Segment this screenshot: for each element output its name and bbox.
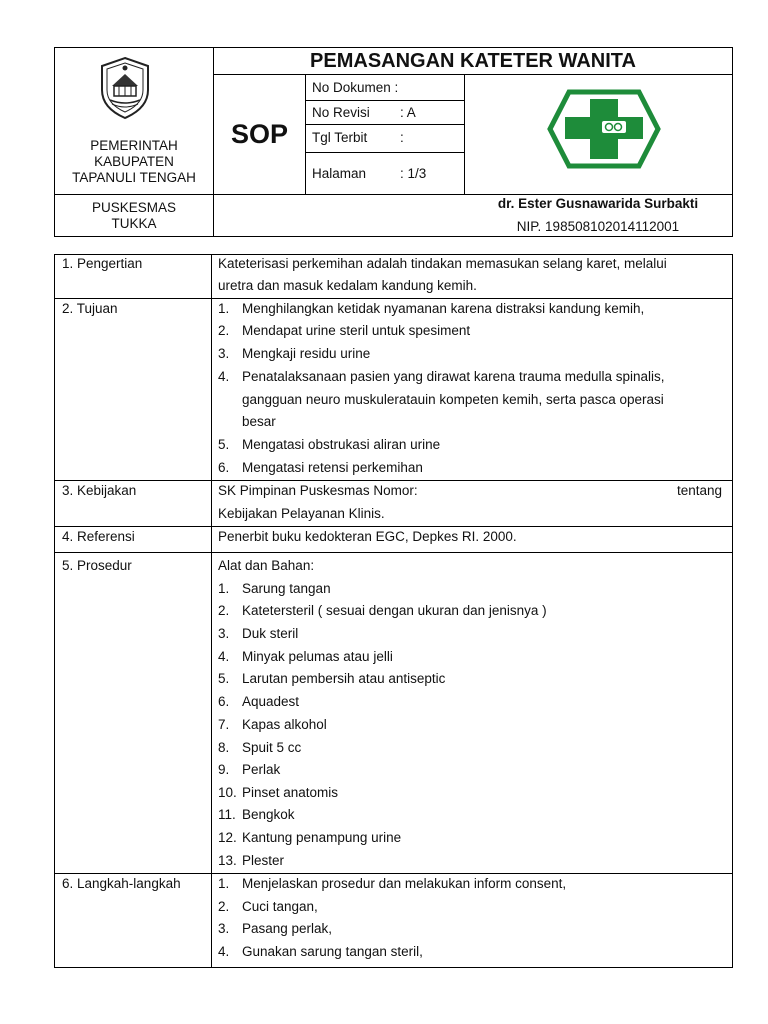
puskesmas-logo-icon (547, 89, 661, 169)
list-item: 3. Pasang perlak, (218, 921, 333, 936)
list-item: 2. Katetersteril ( sesuai dengan ukuran dan jenisnya ) (218, 603, 547, 618)
list-item: 1. Menjelaskan prosedur dan melakukan inform consent, (218, 876, 567, 891)
list-item: 10. Pinset anatomis (218, 785, 339, 800)
referensi-text: Penerbit buku kedokteran EGC, Depkes RI. 2000. (218, 529, 517, 544)
prosedur-heading: Alat dan Bahan: (218, 558, 315, 573)
unit-name: PUSKESMAS TUKKA (91, 200, 177, 231)
signer-name: dr. Ester Gusnawarida Surbakti (497, 196, 699, 211)
list-item: 4. Gunakan sarung tangan steril, (218, 944, 423, 959)
list-item: 12. Kantung penampung urine (218, 830, 402, 845)
list-item: 5. Mengatasi obstrukasi aliran urine (218, 437, 441, 452)
section-label-referensi: 4. Referensi (62, 529, 135, 544)
regency-emblem-icon (96, 56, 154, 120)
signer-nip: NIP. 198508102014112001 (516, 219, 680, 234)
section-label-pengertian: 1. Pengertian (62, 256, 143, 271)
list-item: 13. Plester (218, 853, 285, 868)
document-title: PEMASANGAN KATETER WANITA (310, 50, 636, 72)
list-item: 1. Sarung tangan (218, 581, 331, 596)
list-item: 6. Aquadest (218, 694, 300, 709)
list-item: 4. Minyak pelumas atau jelli (218, 649, 393, 664)
no-dokumen-field: No Dokumen : (312, 80, 399, 95)
list-item: 3. Duk steril (218, 626, 299, 641)
list-item: 1. Menghilangkan ketidak nyamanan karena distraksi kandung kemih, (218, 301, 645, 316)
pengertian-line1: Kateterisasi perkemihan adalah tindakan memasukan selang karet, melalui (218, 256, 667, 271)
list-item: 3. Mengkaji residu urine (218, 346, 371, 361)
sop-label: SOP (230, 119, 289, 149)
no-revisi-value: : A (400, 105, 416, 120)
no-revisi-label: No Revisi (312, 105, 370, 120)
list-item: 2. Cuci tangan, (218, 899, 318, 914)
section-label-kebijakan: 3. Kebijakan (62, 483, 137, 498)
list-item-continuation: gangguan neuro muskuleratauin kompeten kemih, serta pasca operasi (242, 392, 664, 407)
list-item: 6. Mengatasi retensi perkemihan (218, 460, 423, 475)
kebijakan-line1-right: tentang (676, 483, 722, 498)
halaman-value: : 1/3 (400, 166, 427, 181)
list-item: 11. Bengkok (218, 807, 295, 822)
organization-name: PEMERINTAH KABUPATEN TAPANULI TENGAH (72, 138, 196, 185)
list-item: 5. Larutan pembersih atau antiseptic (218, 671, 446, 686)
pengertian-line2: uretra dan masuk kedalam kandung kemih. (218, 278, 477, 293)
section-label-langkah: 6. Langkah-langkah (62, 876, 181, 891)
halaman-label: Halaman (312, 166, 367, 181)
list-item: 4. Penatalaksanaan pasien yang dirawat karena trauma medulla spinalis, (218, 369, 665, 384)
kebijakan-line2: Kebijakan Pelayanan Klinis. (218, 506, 385, 521)
kebijakan-line1-left: SK Pimpinan Puskesmas Nomor: (218, 483, 418, 498)
list-item: 9. Perlak (218, 762, 281, 777)
list-item: 2. Mendapat urine steril untuk spesiment (218, 323, 471, 338)
tgl-terbit-value: : (400, 130, 404, 145)
tgl-terbit-label: Tgl Terbit (312, 130, 368, 145)
list-item: 7. Kapas alkohol (218, 717, 327, 732)
section-label-prosedur: 5. Prosedur (62, 558, 132, 573)
list-item-continuation: besar (242, 414, 276, 429)
section-label-tujuan: 2. Tujuan (62, 301, 118, 316)
list-item: 8. Spuit 5 cc (218, 740, 302, 755)
